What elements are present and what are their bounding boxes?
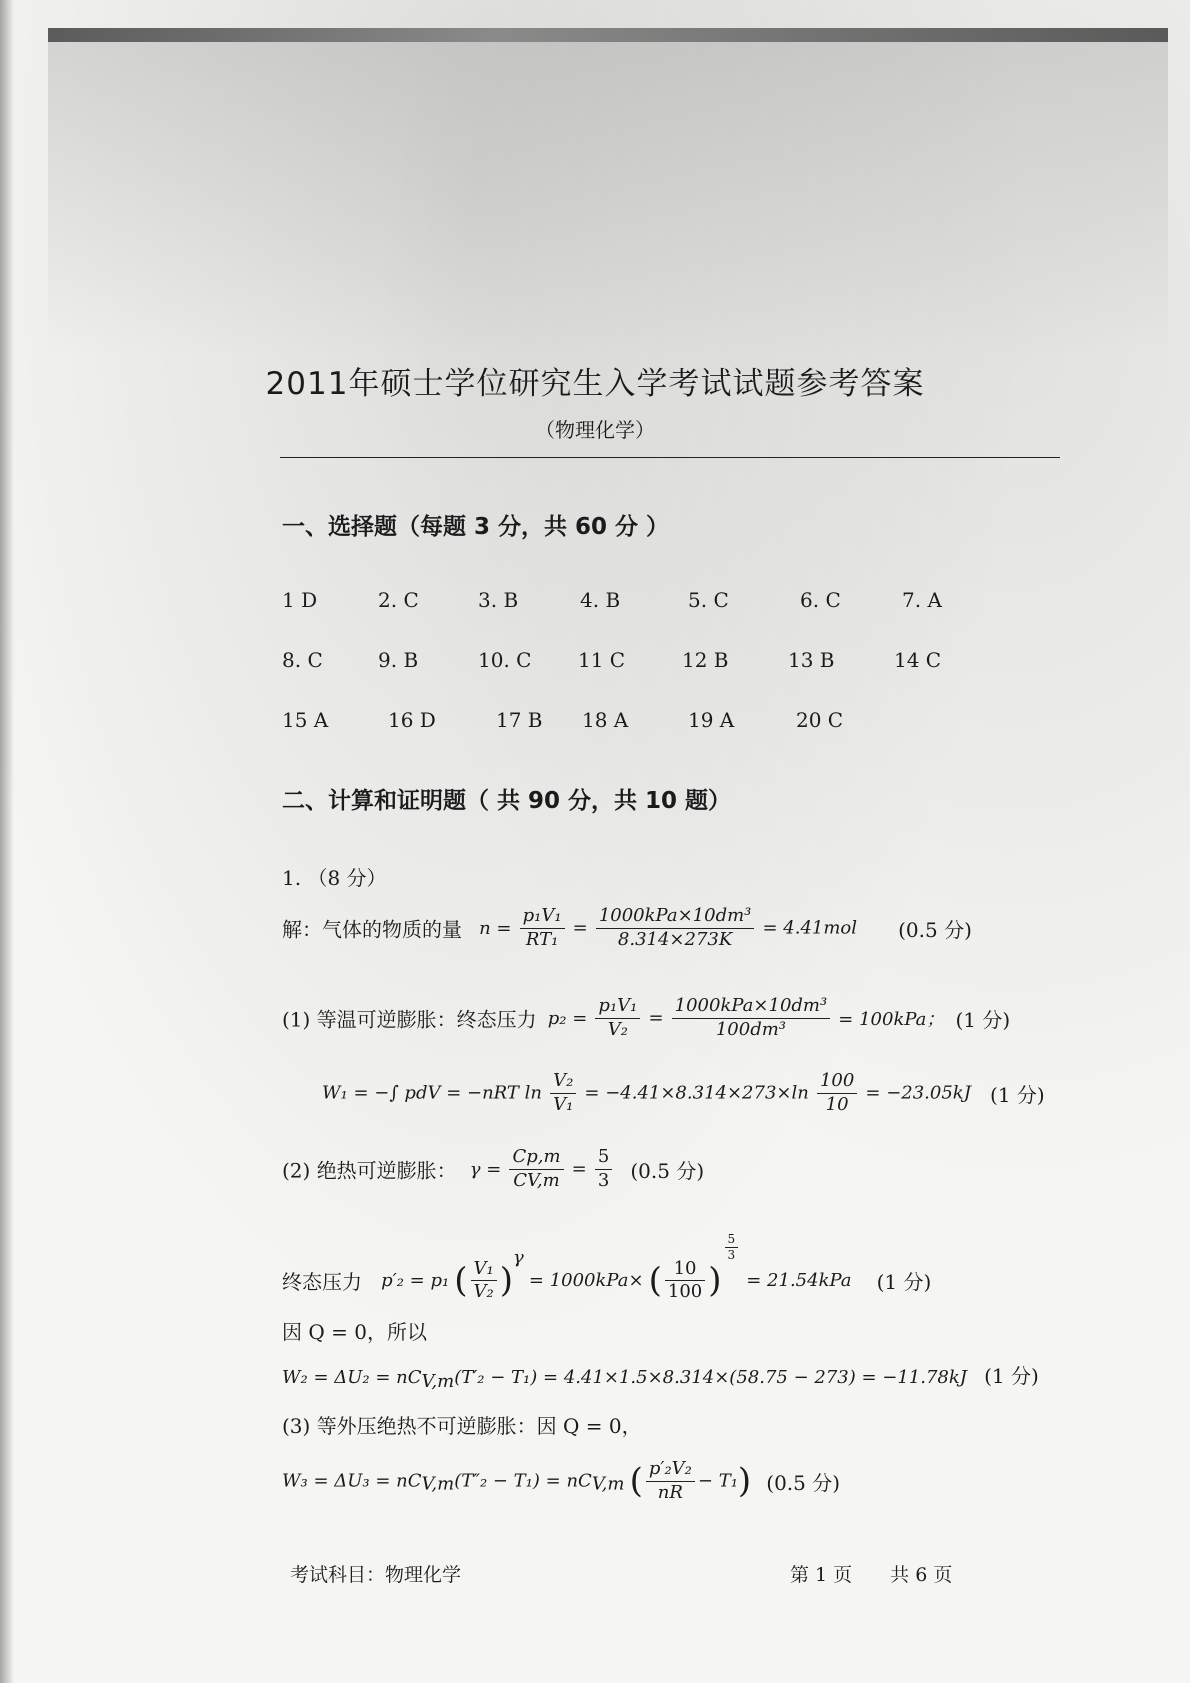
w2-formula: W₂ = ΔU₂ = nC: [282, 1367, 422, 1388]
w1-score: (1 分): [990, 1082, 1045, 1107]
answer-item: 2. C: [378, 588, 419, 612]
w1-result: = −23.05kJ: [865, 1082, 971, 1104]
section1-heading: 一、选择题（每题 3 分，共 60 分 ）: [282, 514, 670, 540]
p2p-lhs: p′₂ = p₁: [381, 1270, 450, 1291]
p2-fraction-2: $\frac{\text{1000kPa×10dm³}}{\text{100dm³}}$: [672, 995, 831, 1041]
w3-subscript-2: V,m: [591, 1473, 625, 1495]
n-fraction-2: $\frac{\text{1000kPa×10dm³}}{8.314\times 273K}$: [596, 905, 755, 951]
w2-subscript: V,m: [421, 1371, 455, 1393]
gamma-lhs: γ =: [469, 1158, 502, 1180]
p2p-mid: = 1000kPa×: [528, 1270, 644, 1291]
w2-score: (1 分): [984, 1364, 1039, 1388]
p2-score: (1 分): [955, 1007, 1011, 1032]
answer-item: 7. A: [902, 588, 942, 612]
answer-item: 15 A: [282, 708, 329, 732]
answer-item: 5. C: [688, 588, 729, 612]
answer-item: 20 C: [796, 708, 844, 732]
answer-item: 9. B: [378, 648, 419, 672]
page-title: 2011年硕士学位研究生入学考试试题参考答案: [265, 366, 925, 402]
answer-item: 14 C: [894, 648, 942, 672]
page-subtitle: （物理化学）: [535, 418, 655, 442]
answer-item: 12 B: [682, 648, 729, 672]
part1-line: (1) 等温可逆膨胀：终态压力 p₂ = $\frac{\text{p₁V₁}}{\text{V₂}}$ = $\frac{\text{1000kPa×10dm³}}{\text{100dm³}}$ = 100kPa； (1 分): [282, 995, 1011, 1040]
part2-label: (2) 绝热可逆膨胀：: [282, 1158, 457, 1183]
scan-edge: [48, 28, 1168, 42]
w1-fraction-1: $\frac{\text{V₂}}{\text{V₁}}$: [550, 1070, 576, 1116]
answer-item: 8. C: [282, 648, 323, 672]
p2p-fraction-2: $\frac{10}{100}$: [665, 1258, 705, 1304]
w1-fraction-2: $\frac{100}{10}$: [817, 1070, 857, 1116]
answer-item: 6. C: [800, 588, 841, 612]
n-score: (0.5 分): [898, 917, 972, 942]
part1-label: (1) 等温可逆膨胀：终态压力: [282, 1007, 537, 1032]
n-formula-line: 解：气体的物质的量 n = $\frac{\text{p₁V₁}}{\text{RT₁}}$ = $\frac{\text{1000kPa×10dm³}}{8.314\times 273K}$ = 4.41mol (0.5 分): [282, 905, 972, 950]
gamma-value: $\frac{5}{3}$: [595, 1146, 612, 1192]
w3-tail: − T₁: [697, 1470, 738, 1492]
n-lhs: n =: [479, 917, 512, 939]
p2p-exponent: γ: [513, 1247, 524, 1268]
w1-line: [322, 1070, 1045, 1116]
p2p-fraction: $\frac{\text{V₁}}{\text{V₂}}$: [471, 1258, 497, 1304]
solve-label: 解：气体的物质的量: [282, 917, 462, 942]
answer-item: 16 D: [388, 708, 436, 732]
w3-formula: W₃ = ΔU₃ = nC: [282, 1470, 422, 1492]
question1-label: 1. （8 分）: [282, 866, 387, 890]
answer-item: 3. B: [478, 588, 519, 612]
final-pressure-line: 终态压力 p′₂ = p₁ ( $\frac{\text{V₁}}{\text{V₂}}$ )$^\gamma$ = 1000kPa× ( $\frac{10}{100}$ ) $\frac{5}{3}$ = 21.54kPa (1 分): [282, 1232, 932, 1302]
n-result: = 4.41mol: [762, 917, 858, 939]
p2-result: = 100kPa；: [838, 1009, 945, 1030]
w2-line: [282, 1360, 1039, 1392]
answer-item: 19 A: [688, 708, 735, 732]
because-q-line: 因 Q = 0，所以: [282, 1320, 427, 1344]
p2-lhs: p₂ =: [547, 1007, 588, 1029]
answer-item: 4. B: [580, 588, 621, 612]
w3-fraction: $\frac{\text{p′₂V₂}}{nR}$: [646, 1458, 695, 1504]
answer-item: 1 D: [282, 588, 318, 612]
w3-mid: (T″₂ − T₁) = nC: [454, 1470, 592, 1492]
w1-lhs: W₁ = −∫ pdV = −nRT ln: [322, 1082, 542, 1104]
w2-formula-rest: (T′₂ − T₁) = 4.41×1.5×8.314×(58.75 − 273) = −11.78kJ: [454, 1367, 968, 1388]
n-fraction-1: $\frac{\text{p₁V₁}}{\text{RT₁}}$: [520, 905, 565, 951]
w1-mid: = −4.41×8.314×273×ln: [584, 1082, 809, 1104]
w3-subscript: V,m: [421, 1473, 455, 1495]
section2-heading: 二、计算和证明题（ 共 90 分，共 10 题）: [282, 788, 732, 814]
w3-line: $W_3 = \Delta U_3 = nC_{V,m}(T''_2 - T_1) = nC_{V,m}$ ( $\frac{\text{p′₂V₂}}{nR}$ − T₁) (0.5 分): [282, 1458, 841, 1503]
final-pressure-label: 终态压力: [282, 1270, 362, 1294]
gamma-fraction: $\frac{Cp,m}{CV,m}$: [509, 1146, 563, 1192]
part3-label: (3) 等外压绝热不可逆膨胀：因 Q = 0，: [282, 1414, 642, 1438]
footer-subject: 考试科目：物理化学: [290, 1564, 462, 1586]
footer-page-number: 第 1 页 共 6 页: [790, 1564, 953, 1586]
gamma-score: (0.5 分): [630, 1158, 705, 1183]
title-divider: [280, 457, 1060, 458]
answer-item: 11 C: [578, 648, 626, 672]
p2p-result: = 21.54kPa: [746, 1270, 852, 1291]
scan-shadow: [48, 28, 1168, 358]
p2p-score: (1 分): [876, 1270, 932, 1294]
scan-left-edge: [0, 0, 14, 1683]
answer-item: 13 B: [788, 648, 835, 672]
p2p-exponent-2: $\frac{5}{3}$: [725, 1232, 739, 1263]
answer-item: 18 A: [582, 708, 629, 732]
answer-item: 17 B: [496, 708, 543, 732]
part2-line: (2) 绝热可逆膨胀： γ = $\frac{Cp,m}{CV,m}$ = $\frac{5}{3}$ (0.5 分): [282, 1146, 705, 1191]
p2-fraction-1: $\frac{\text{p₁V₁}}{\text{V₂}}$: [595, 995, 640, 1041]
w3-score: (0.5 分): [766, 1470, 841, 1495]
answer-item: 10. C: [478, 648, 532, 672]
